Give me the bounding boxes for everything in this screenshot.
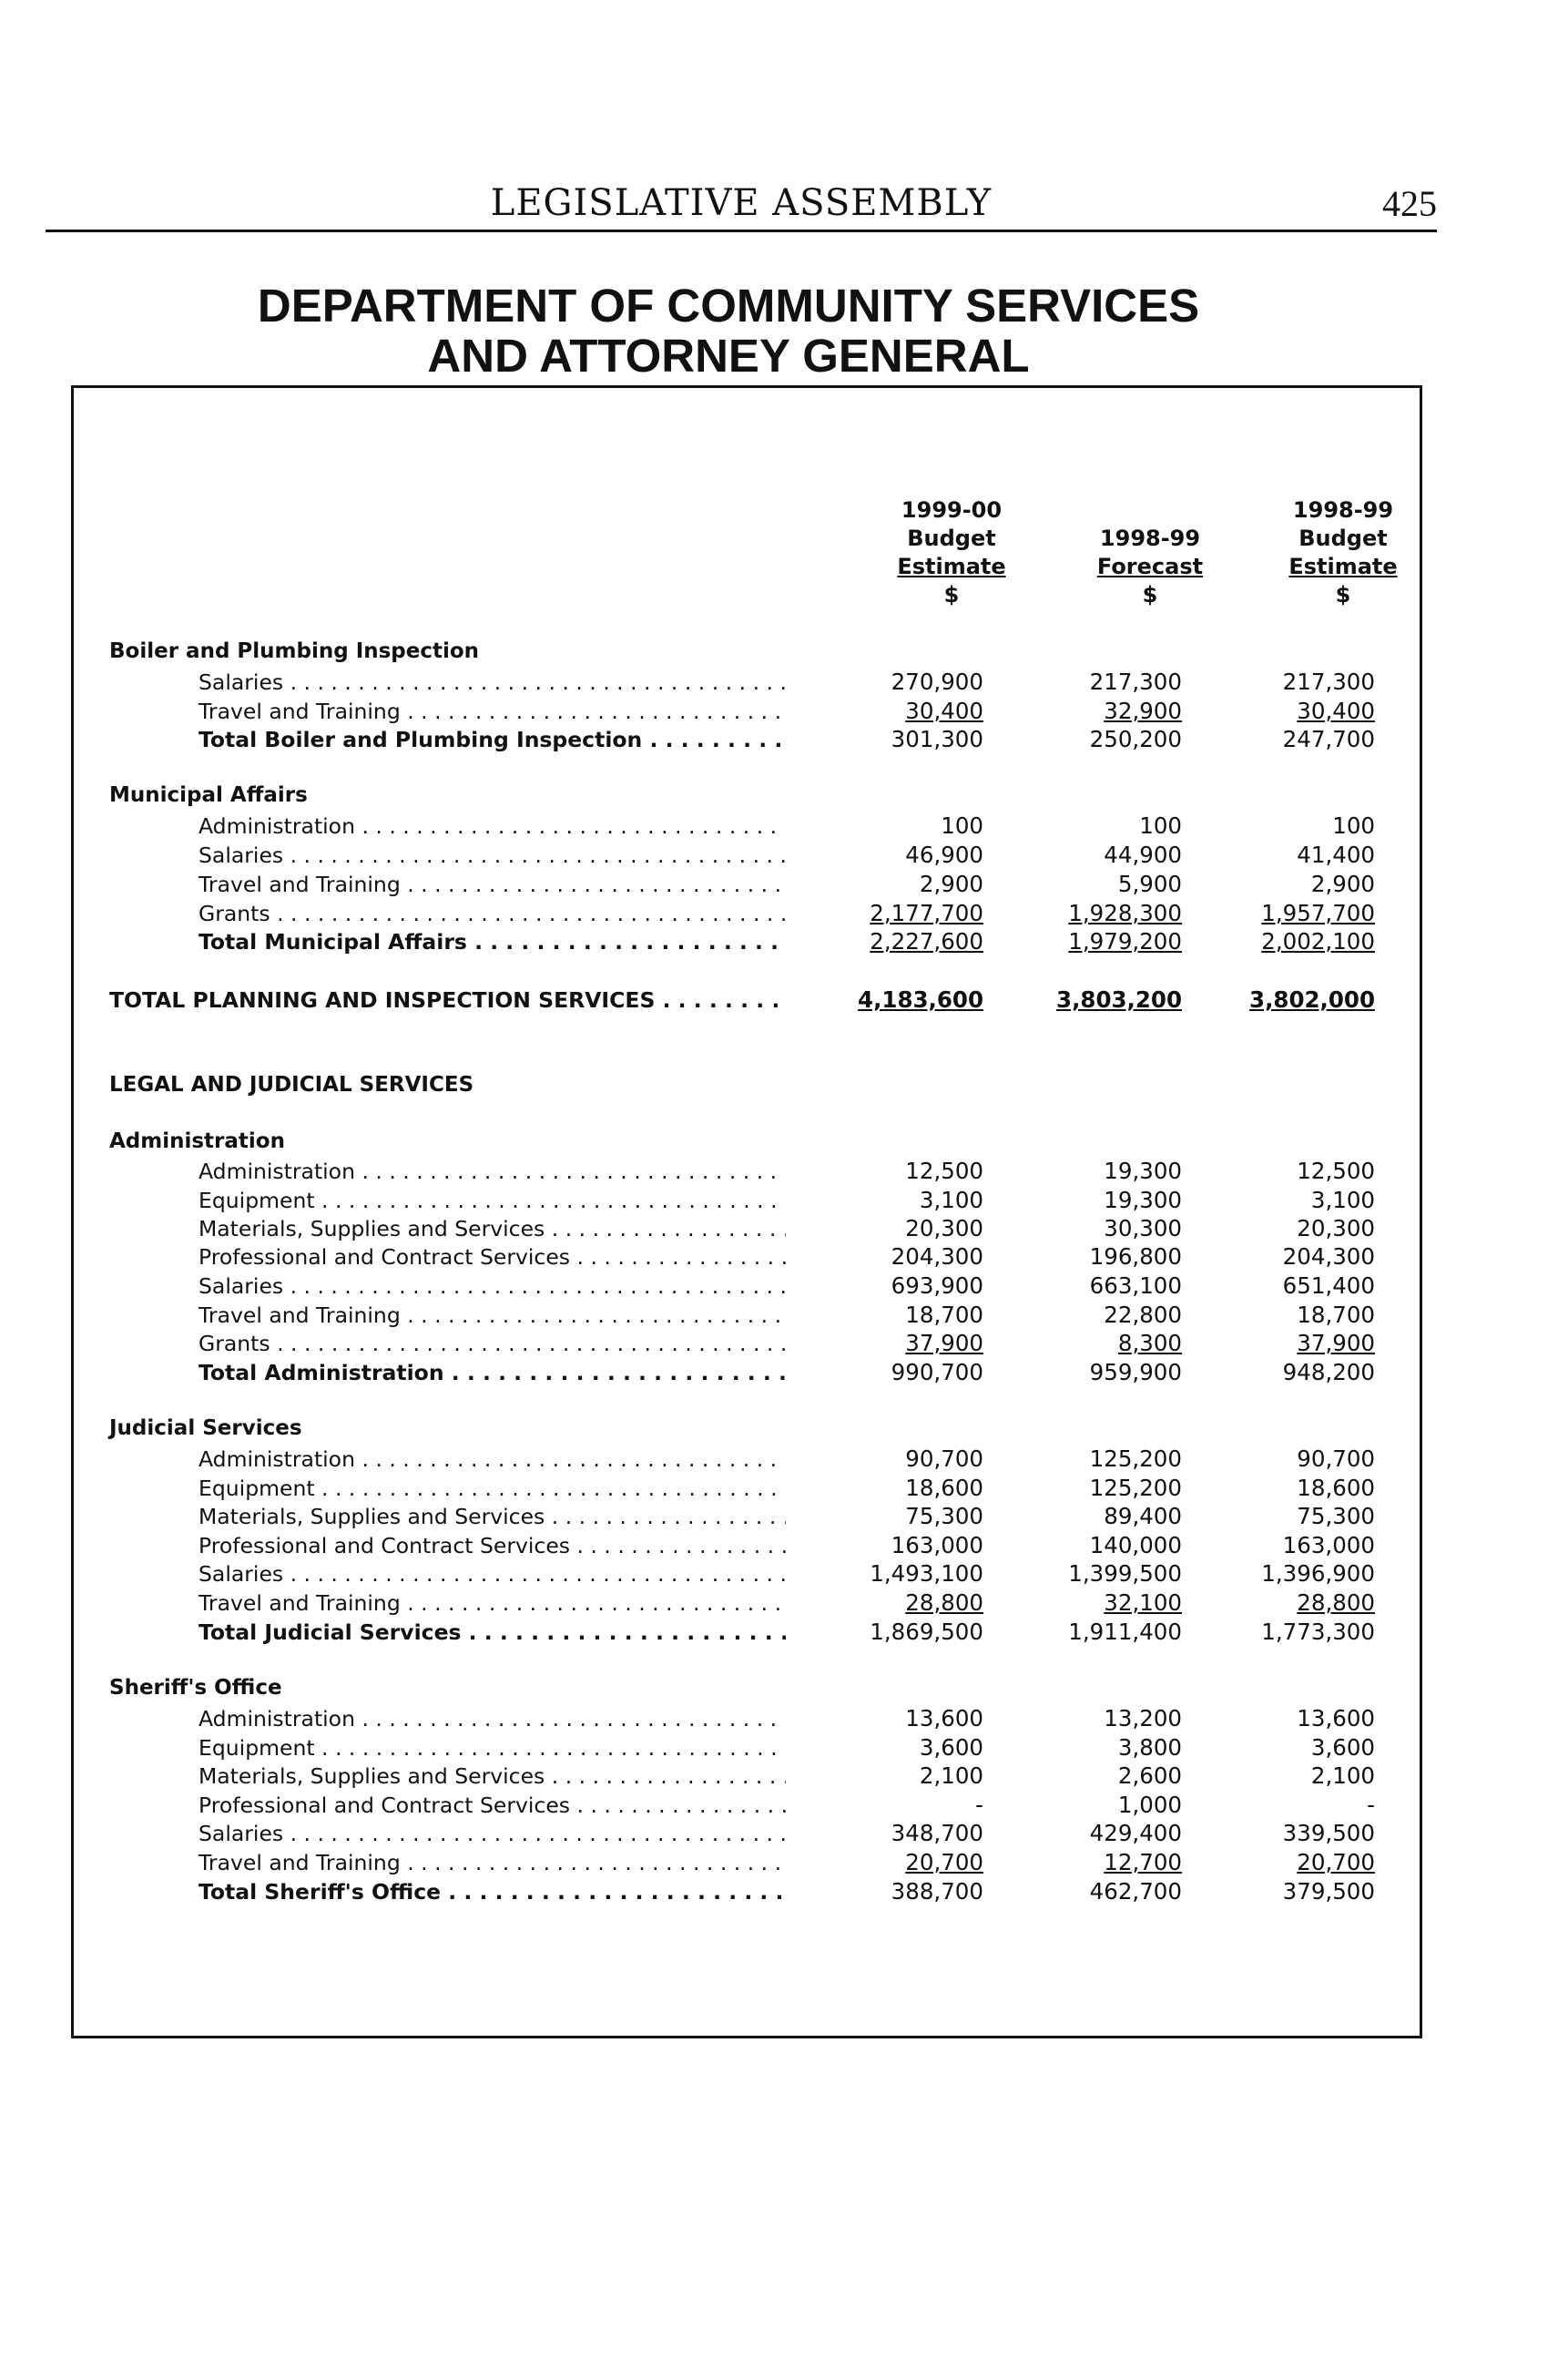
value-budget-1999-00: 12,500	[905, 1158, 983, 1184]
table-row-total	[0, 726, 1568, 755]
row-label: Materials, Supplies and Services . . .	[199, 1762, 786, 1790]
value-forecast-1998-99: 140,000	[1089, 1532, 1182, 1558]
value-forecast-1998-99: 250,200	[1089, 726, 1182, 752]
section-heading-municipal: Municipal Affairs	[109, 783, 308, 807]
value-budget-1998-99: -	[1367, 1792, 1375, 1818]
value-budget-1998-99: 30,400	[1297, 698, 1375, 724]
column-header-budget-estimate-1999-00	[860, 496, 1043, 609]
value-forecast-1998-99: 19,300	[1104, 1158, 1182, 1184]
table-row-total	[0, 1619, 1568, 1648]
value-budget-1999-00: 163,000	[891, 1532, 983, 1558]
value-budget-1998-99: 13,600	[1297, 1705, 1375, 1731]
row-label: Professional and Contract Services . . .	[199, 1243, 786, 1271]
value-forecast-1998-99: 429,400	[1089, 1820, 1182, 1846]
row-label: Professional and Contract Services . . .	[199, 1792, 786, 1819]
table-row	[0, 1734, 1568, 1763]
table-row	[0, 812, 1568, 842]
value-budget-1999-00: 30,400	[905, 698, 983, 724]
value-budget-1998-99: 651,400	[1282, 1272, 1375, 1299]
col2-line4: $	[1142, 582, 1158, 608]
row-label: Materials, Supplies and Services . . .	[199, 1503, 786, 1530]
value-forecast-1998-99: 44,900	[1104, 842, 1182, 868]
row-label: Salaries . . .	[199, 1272, 786, 1300]
value-budget-1999-00: -	[975, 1792, 983, 1818]
running-head-title: LEGISLATIVE ASSEMBLY	[490, 182, 993, 224]
col3-line3: Estimate	[1288, 554, 1398, 579]
table-row-grand-total	[0, 986, 1568, 1016]
value-forecast-1998-99: 196,800	[1089, 1243, 1182, 1270]
row-label: Travel and Training . . .	[199, 871, 786, 898]
value-budget-1998-99: 12,500	[1297, 1158, 1375, 1184]
value-budget-1999-00: 90,700	[905, 1445, 983, 1472]
value-budget-1999-00: 270,900	[891, 669, 983, 695]
value-budget-1999-00: 204,300	[891, 1243, 983, 1270]
value-budget-1998-99: 2,100	[1310, 1762, 1375, 1789]
col2-line1	[1059, 496, 1241, 525]
value-forecast-1998-99: 959,900	[1089, 1359, 1182, 1385]
value-budget-1999-00: 1,493,100	[870, 1560, 983, 1587]
row-label: Salaries . . .	[199, 842, 786, 869]
value-budget-1998-99: 3,802,000	[1249, 986, 1375, 1013]
value-budget-1999-00: 18,600	[905, 1475, 983, 1501]
col3-line4: $	[1335, 582, 1351, 608]
value-budget-1999-00: 990,700	[891, 1359, 983, 1385]
table-row	[0, 1792, 1568, 1821]
value-forecast-1998-99: 125,200	[1089, 1475, 1182, 1501]
department-title-line1: DEPARTMENT OF COMMUNITY SERVICES	[257, 280, 1200, 332]
table-row	[0, 1445, 1568, 1475]
table-row	[0, 1215, 1568, 1244]
row-label: Travel and Training . . .	[199, 1589, 786, 1617]
row-label: Salaries . . .	[199, 1820, 786, 1847]
table-row	[0, 1589, 1568, 1619]
table-row	[0, 871, 1568, 900]
value-budget-1999-00: 348,700	[891, 1820, 983, 1846]
value-forecast-1998-99: 32,100	[1104, 1589, 1182, 1616]
value-forecast-1998-99: 12,700	[1104, 1849, 1182, 1875]
value-budget-1998-99: 2,900	[1310, 871, 1375, 897]
value-budget-1999-00: 301,300	[891, 726, 983, 752]
col1-line3: Estimate	[897, 554, 1006, 579]
row-label: Administration . . .	[199, 1445, 786, 1473]
value-forecast-1998-99: 19,300	[1104, 1187, 1182, 1213]
row-label: Administration . . .	[199, 1705, 786, 1732]
header-rule	[46, 230, 1437, 232]
col1-line2: Budget	[907, 526, 996, 551]
value-forecast-1998-99: 13,200	[1104, 1705, 1182, 1731]
table-row	[0, 1475, 1568, 1504]
row-label: Total Municipal Affairs . . .	[199, 928, 786, 955]
row-label: Total Judicial Services . . .	[199, 1619, 786, 1646]
value-budget-1998-99: 163,000	[1282, 1532, 1375, 1558]
value-budget-1998-99: 37,900	[1297, 1330, 1375, 1356]
value-budget-1998-99: 20,700	[1297, 1849, 1375, 1875]
col1-line1: 1999-00	[901, 497, 1003, 523]
row-label: Total Boiler and Plumbing Inspection . . .	[199, 726, 786, 753]
value-budget-1999-00: 1,869,500	[870, 1619, 983, 1645]
row-label: Equipment . . .	[199, 1734, 786, 1762]
row-label: Administration . . .	[199, 812, 786, 840]
department-title-line2: AND ATTORNEY GENERAL	[427, 330, 1030, 382]
value-budget-1999-00: 18,700	[905, 1302, 983, 1328]
value-budget-1999-00: 13,600	[905, 1705, 983, 1731]
page-number: 425	[1382, 183, 1437, 224]
value-forecast-1998-99: 2,600	[1117, 1762, 1182, 1789]
value-budget-1999-00: 3,600	[919, 1734, 983, 1761]
row-label: Materials, Supplies and Services . . .	[199, 1215, 786, 1242]
table-row	[0, 1849, 1568, 1878]
value-budget-1998-99: 204,300	[1282, 1243, 1375, 1270]
col2-line2: 1998-99	[1099, 526, 1201, 551]
value-forecast-1998-99: 462,700	[1089, 1878, 1182, 1905]
value-budget-1999-00: 2,100	[919, 1762, 983, 1789]
table-row	[0, 1187, 1568, 1216]
value-budget-1998-99: 948,200	[1282, 1359, 1375, 1385]
value-forecast-1998-99: 30,300	[1104, 1215, 1182, 1241]
col3-line2: Budget	[1298, 526, 1388, 551]
table-row	[0, 669, 1568, 698]
value-forecast-1998-99: 3,803,200	[1056, 986, 1182, 1013]
value-budget-1999-00: 46,900	[905, 842, 983, 868]
value-forecast-1998-99: 1,399,500	[1068, 1560, 1182, 1587]
value-budget-1999-00: 2,227,600	[870, 928, 983, 955]
row-label: Travel and Training . . .	[199, 1302, 786, 1329]
value-budget-1998-99: 18,600	[1297, 1475, 1375, 1501]
value-budget-1998-99: 3,600	[1310, 1734, 1375, 1761]
value-budget-1999-00: 2,177,700	[870, 900, 983, 926]
col2-line3: Forecast	[1096, 554, 1204, 579]
table-row	[0, 900, 1568, 929]
table-row	[0, 1705, 1568, 1734]
value-budget-1998-99: 1,396,900	[1261, 1560, 1375, 1587]
row-label: Travel and Training . . .	[199, 1849, 786, 1876]
row-label: Administration . . .	[199, 1158, 786, 1185]
row-label: Professional and Contract Services . . .	[199, 1532, 786, 1559]
value-budget-1999-00: 388,700	[891, 1878, 983, 1905]
value-budget-1999-00: 4,183,600	[858, 986, 983, 1013]
table-row	[0, 1330, 1568, 1359]
value-budget-1998-99: 379,500	[1282, 1878, 1375, 1905]
table-row	[0, 1272, 1568, 1302]
value-forecast-1998-99: 217,300	[1089, 669, 1182, 695]
table-row	[0, 1532, 1568, 1561]
value-forecast-1998-99: 3,800	[1117, 1734, 1182, 1761]
department-title	[0, 281, 1457, 381]
value-budget-1999-00: 20,700	[905, 1849, 983, 1875]
value-budget-1998-99: 75,300	[1297, 1503, 1375, 1529]
column-header-forecast-1998-99	[1059, 496, 1241, 609]
value-budget-1998-99: 217,300	[1282, 669, 1375, 695]
table-row	[0, 1820, 1568, 1849]
value-forecast-1998-99: 1,911,400	[1068, 1619, 1182, 1645]
value-budget-1999-00: 3,100	[919, 1187, 983, 1213]
col3-line1: 1998-99	[1292, 497, 1394, 523]
row-label: TOTAL PLANNING AND INSPECTION SERVICES . . .	[109, 986, 786, 1014]
table-row	[0, 1243, 1568, 1272]
row-label: Grants . . .	[199, 1330, 786, 1357]
section-heading-boiler: Boiler and Plumbing Inspection	[109, 639, 480, 663]
row-label: Equipment . . .	[199, 1187, 786, 1214]
value-forecast-1998-99: 125,200	[1089, 1445, 1182, 1472]
value-budget-1998-99: 90,700	[1297, 1445, 1375, 1472]
value-budget-1998-99: 41,400	[1297, 842, 1375, 868]
value-budget-1999-00: 693,900	[891, 1272, 983, 1299]
value-forecast-1998-99: 89,400	[1104, 1503, 1182, 1529]
row-label: Total Administration . . .	[199, 1359, 786, 1386]
section-heading-administration: Administration	[109, 1129, 285, 1153]
value-budget-1999-00: 2,900	[919, 871, 983, 897]
section-heading-judicial: Judicial Services	[109, 1416, 302, 1440]
value-forecast-1998-99: 663,100	[1089, 1272, 1182, 1299]
value-budget-1998-99: 3,100	[1310, 1187, 1375, 1213]
row-label: Equipment . . .	[199, 1475, 786, 1502]
value-budget-1998-99: 339,500	[1282, 1820, 1375, 1846]
value-budget-1999-00: 75,300	[905, 1503, 983, 1529]
value-forecast-1998-99: 22,800	[1104, 1302, 1182, 1328]
column-header-budget-estimate-1998-99	[1252, 496, 1434, 609]
value-budget-1998-99: 20,300	[1297, 1215, 1375, 1241]
value-forecast-1998-99: 8,300	[1117, 1330, 1182, 1356]
table-row-total	[0, 1878, 1568, 1907]
value-budget-1998-99: 100	[1332, 812, 1375, 839]
table-row	[0, 1158, 1568, 1187]
row-label: Salaries . . .	[199, 1560, 786, 1588]
value-budget-1998-99: 18,700	[1297, 1302, 1375, 1328]
table-row	[0, 1302, 1568, 1331]
value-budget-1999-00: 20,300	[905, 1215, 983, 1241]
value-budget-1998-99: 1,957,700	[1261, 900, 1375, 926]
value-budget-1999-00: 37,900	[905, 1330, 983, 1356]
row-label: Salaries . . .	[199, 669, 786, 696]
table-row-total	[0, 928, 1568, 957]
section-heading-sheriff: Sheriff's Office	[109, 1676, 282, 1700]
value-forecast-1998-99: 5,900	[1117, 871, 1182, 897]
col1-line4: $	[943, 582, 960, 608]
table-row	[0, 1762, 1568, 1792]
value-budget-1998-99: 2,002,100	[1261, 928, 1375, 955]
table-row-total	[0, 1359, 1568, 1388]
table-row	[0, 1503, 1568, 1532]
table-row	[0, 1560, 1568, 1589]
value-budget-1999-00: 28,800	[905, 1589, 983, 1616]
running-head	[46, 173, 1437, 226]
value-forecast-1998-99: 1,928,300	[1068, 900, 1182, 926]
value-budget-1998-99: 247,700	[1282, 726, 1375, 752]
value-forecast-1998-99: 1,000	[1117, 1792, 1182, 1818]
value-budget-1998-99: 28,800	[1297, 1589, 1375, 1616]
table-row	[0, 842, 1568, 871]
row-label: Total Sheriff's Office . . .	[199, 1878, 786, 1905]
value-budget-1999-00: 100	[941, 812, 983, 839]
row-label: Grants . . .	[199, 900, 786, 927]
value-forecast-1998-99: 100	[1139, 812, 1182, 839]
row-label: Travel and Training . . .	[199, 698, 786, 725]
value-budget-1998-99: 1,773,300	[1261, 1619, 1375, 1645]
value-forecast-1998-99: 1,979,200	[1068, 928, 1182, 955]
section-heading-legal-judicial: LEGAL AND JUDICIAL SERVICES	[109, 1073, 474, 1097]
table-row	[0, 698, 1568, 727]
value-forecast-1998-99: 32,900	[1104, 698, 1182, 724]
